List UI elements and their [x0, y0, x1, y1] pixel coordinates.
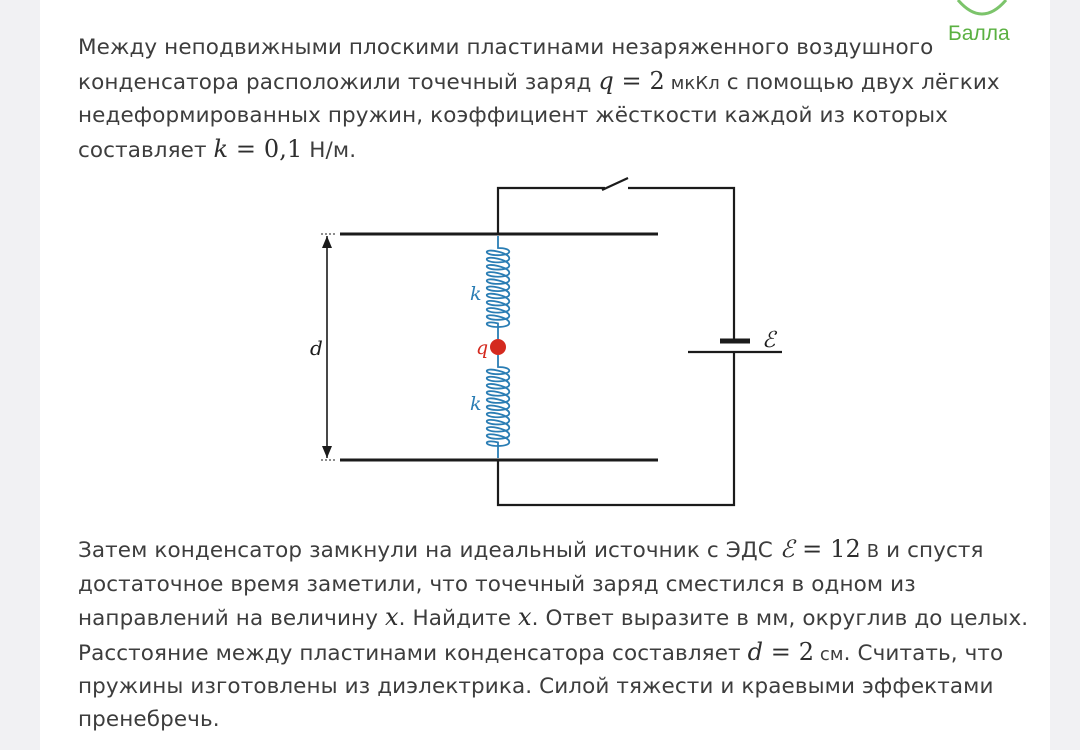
- bottom-spring: [487, 355, 510, 458]
- wire-top-right: [628, 188, 734, 340]
- switch-blade: [602, 178, 628, 190]
- p1-line-4: составляет k = 0,1 Н/м.: [78, 134, 357, 163]
- distance-symbol: d: [747, 637, 764, 666]
- badge-label: Балла: [948, 22, 1010, 45]
- stiffness-value: 0,1: [263, 134, 303, 163]
- problem-paragraph-2: [78, 533, 1029, 736]
- p2-line-2: достаточное время заметили, что точечный заряд сместился в одном из: [78, 571, 916, 597]
- p2-line-4: Расстояние между пластинами конденсатора составляет d = 2 см. Считать, что: [78, 637, 1004, 666]
- emf-label: ℰ: [762, 328, 776, 353]
- p2-line-3: направлений на величину x. Найдите x. Ответ выразите в мм, округлив до целых.: [78, 603, 1029, 631]
- stiffness-symbol: k: [213, 134, 229, 163]
- distance-arrow-down: [322, 446, 332, 458]
- p1-line-1: Между неподвижными плоскими пластинами незаряженного воздушного: [78, 35, 934, 60]
- top-spring: [487, 236, 510, 339]
- distance-unit: см: [814, 643, 844, 665]
- point-charge: [490, 339, 506, 355]
- distance-value: 2: [798, 637, 815, 666]
- emf-symbol: ℰ: [779, 535, 795, 563]
- wire-top-left: [498, 188, 605, 234]
- distance-label: d: [310, 336, 323, 360]
- stiffness-unit: Н/м: [302, 137, 350, 163]
- charge-unit: мкКл: [664, 72, 720, 94]
- charge-value: 2: [649, 66, 665, 95]
- displacement-symbol: x: [384, 603, 399, 631]
- bottom-spring-label: k: [470, 393, 482, 415]
- p1-line-3: недеформированных пружин, коэффициент жёсткости каждой из которых: [78, 103, 948, 128]
- p2-line-6: пренебречь.: [78, 706, 220, 732]
- p2-line-5: пружины изготовлены из диэлектрика. Силой тяжести и краевыми эффектами: [78, 674, 994, 699]
- spring-coil: [487, 355, 510, 458]
- spring-coil: [487, 236, 510, 339]
- displacement-symbol-2: x: [518, 603, 532, 631]
- emf-value: 12: [830, 535, 861, 563]
- p1-line-2: конденсатора расположили точечный заряд q = 2 мкКл с помощью двух лёгких: [78, 66, 1000, 95]
- distance-arrow-up: [322, 236, 332, 248]
- top-spring-label: k: [470, 283, 482, 305]
- charge-symbol: q: [598, 66, 614, 95]
- wire-bottom: [498, 352, 734, 505]
- charge-label: q: [476, 337, 489, 359]
- p2-line-1: Затем конденсатор замкнули на идеальный источник с ЭДС ℰ = 12 В и спустя: [78, 535, 984, 563]
- emf-unit: В: [860, 541, 880, 562]
